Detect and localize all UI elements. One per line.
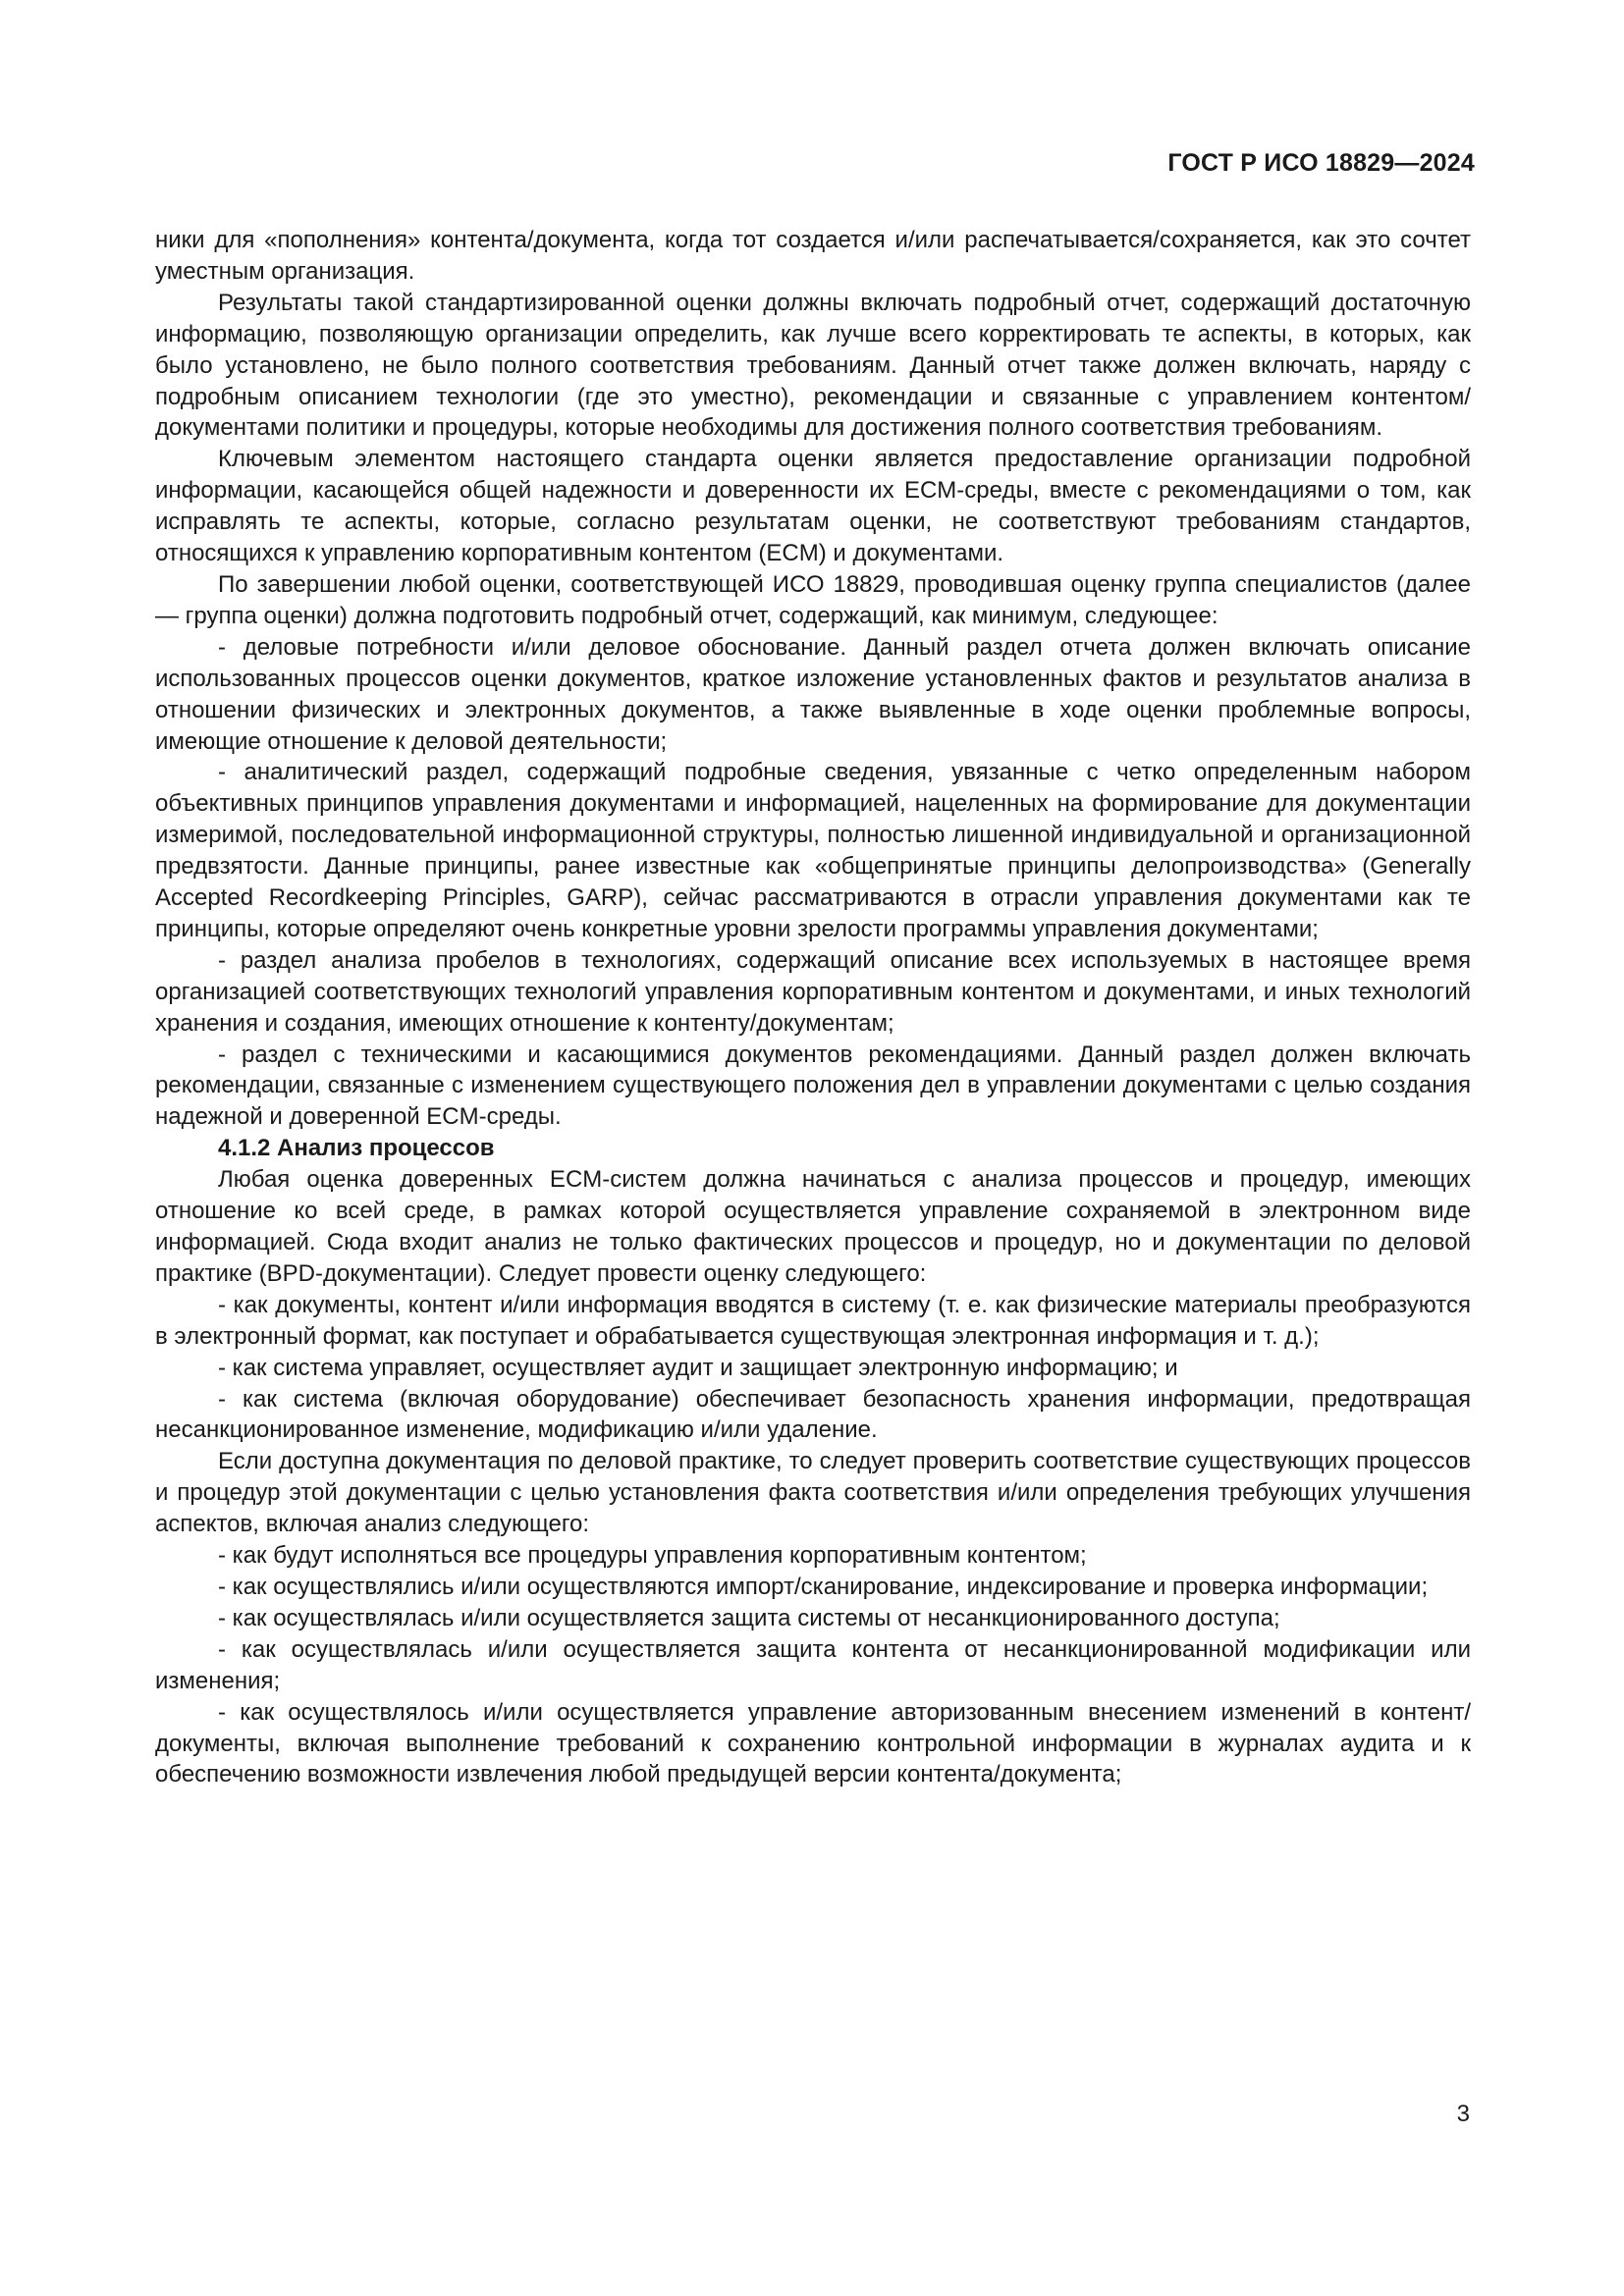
section-heading: 4.1.2 Анализ процессов bbox=[218, 1135, 495, 1162]
list-item: - как система управляет, осуществляет аудит и защищает электронную информацию; и bbox=[218, 1354, 1178, 1381]
list-item: - как осуществлялась и/или осуществляется защита контента от несанкционированной модификации или изменения; bbox=[155, 1635, 1471, 1694]
list-item: - деловые потребности и/или деловое обоснование. Данный раздел отчета должен включать описание использованных процессов оценки документов, краткое изложение установленных фактов и результатов анализа в отношении физических и электронных документов, а также выявленные в ходе оценки проблемные вопросы, имеющие отношение к деловой деятельности; bbox=[155, 633, 1471, 755]
list-item: - как осуществлялась и/или осуществляется защита системы от несанкционированного доступа; bbox=[218, 1604, 1280, 1631]
list-item: - как будут исполняться все процедуры управления корпоративным контентом; bbox=[218, 1542, 1087, 1570]
list-item: - как осуществлялись и/или осуществляются импорт/сканирование, индексирование и проверка информации; bbox=[218, 1573, 1429, 1600]
list-item: - как осуществлялось и/или осуществляется управление авторизованным внесением изменений в контент/документы, включая выполнение требований к сохранению контрольной информации в журналах аудита и к обеспечению возможности извлечения любой предыдущей версии контента/документа; bbox=[155, 1698, 1471, 1789]
list-item: - раздел анализа пробелов в технологиях, содержащий описание всех используемых в настоящее время организацией соответствующих технологий управления корпоративным контентом и документами, и иных технологий хранения и создания, имеющих отношение к контенту/документам; bbox=[155, 946, 1471, 1037]
list-item: - как документы, контент и/или информация вводятся в систему (т. е. как физические материалы преобразуются в электронный формат, как поступает и обрабатывается существующая электронная информация и т. д.); bbox=[155, 1291, 1471, 1350]
paragraph: По завершении любой оценки, соответствующей ИСО 18829, проводившая оценку группа специалистов (далее — группа оценки) должна подготовить подробный отчет, содержащий, как минимум, следующее: bbox=[155, 570, 1471, 629]
document-body bbox=[155, 225, 1471, 1790]
paragraph: Если доступна документация по деловой практике, то следует проверить соответствие существующих процессов и процедур этой документации с целью установления факта соответствия и/или определения требующих улучшения аспектов, включая анализ следующего: bbox=[155, 1448, 1471, 1538]
paragraph: Любая оценка доверенных ECM-систем должна начинаться с анализа процессов и процедур, имеющих отношение ко всей среде, в рамках которой осуществляется управление сохраняемой в электронном виде информацией. Сюда входит анализ не только фактических процессов и процедур, но и документации по деловой практике (BPD-документации). Следует провести оценку следующего: bbox=[155, 1166, 1471, 1287]
page-number: 3 bbox=[1456, 2101, 1470, 2127]
paragraph: Результаты такой стандартизированной оценки должны включать подробный отчет, содержащий достаточную информацию, позволяющую организации определить, как лучше всего корректировать те аспекты, в которых, как было установлено, не было полного соответствия требованиям. Данный отчет также должен включать, наряду с подробным описанием технологии (где это уместно), рекомендации и связанные с управлением контентом/документами политики и процедуры, которые необходимы для достижения полного соответствия требованиям. bbox=[155, 289, 1471, 442]
paragraph-continuation: ники для «пополнения» контента/документа, когда тот создается и/или распечатывается/сохраняется, как это сочтет уместным организация. bbox=[155, 227, 1471, 285]
list-item: - аналитический раздел, содержащий подробные сведения, увязанные с четко определенным набором объективных принципов управления документами и информацией, нацеленных на формирование для документации измеримой, последовательной информационной структуры, полностью лишенной индивидуальной и организационной предвзятости. Данные принципы, ранее известные как «общепринятые принципы делопроизводства» (Generally Accepted Recordkeeping Principles, GARP), сейчас рассматриваются в отрасли управления документами как те принципы, которые определяют очень конкретные уровни зрелости программы управления документами; bbox=[155, 759, 1471, 942]
paragraph: Ключевым элементом настоящего стандарта оценки является предоставление организации подробной информации, касающейся общей надежности и доверенности их ECM-среды, вместе с рекомендациями о том, как исправлять те аспекты, которые, согласно результатам оценки, не соответствуют требованиям стандартов, относящихся к управлению корпоративным контентом (ECM) и документами. bbox=[155, 446, 1471, 567]
list-item: - раздел с техническими и касающимися документов рекомендациями. Данный раздел должен включать рекомендации, связанные с изменением существующего положения дел в управлении документами с целью создания надежной и доверенной ECM-среды. bbox=[155, 1041, 1471, 1131]
document-header: ГОСТ Р ИСО 18829—2024 bbox=[1167, 149, 1475, 177]
list-item: - как система (включая оборудование) обеспечивает безопасность хранения информации, предотвращая несанкционированное изменение, модификацию и/или удаление. bbox=[155, 1385, 1471, 1444]
